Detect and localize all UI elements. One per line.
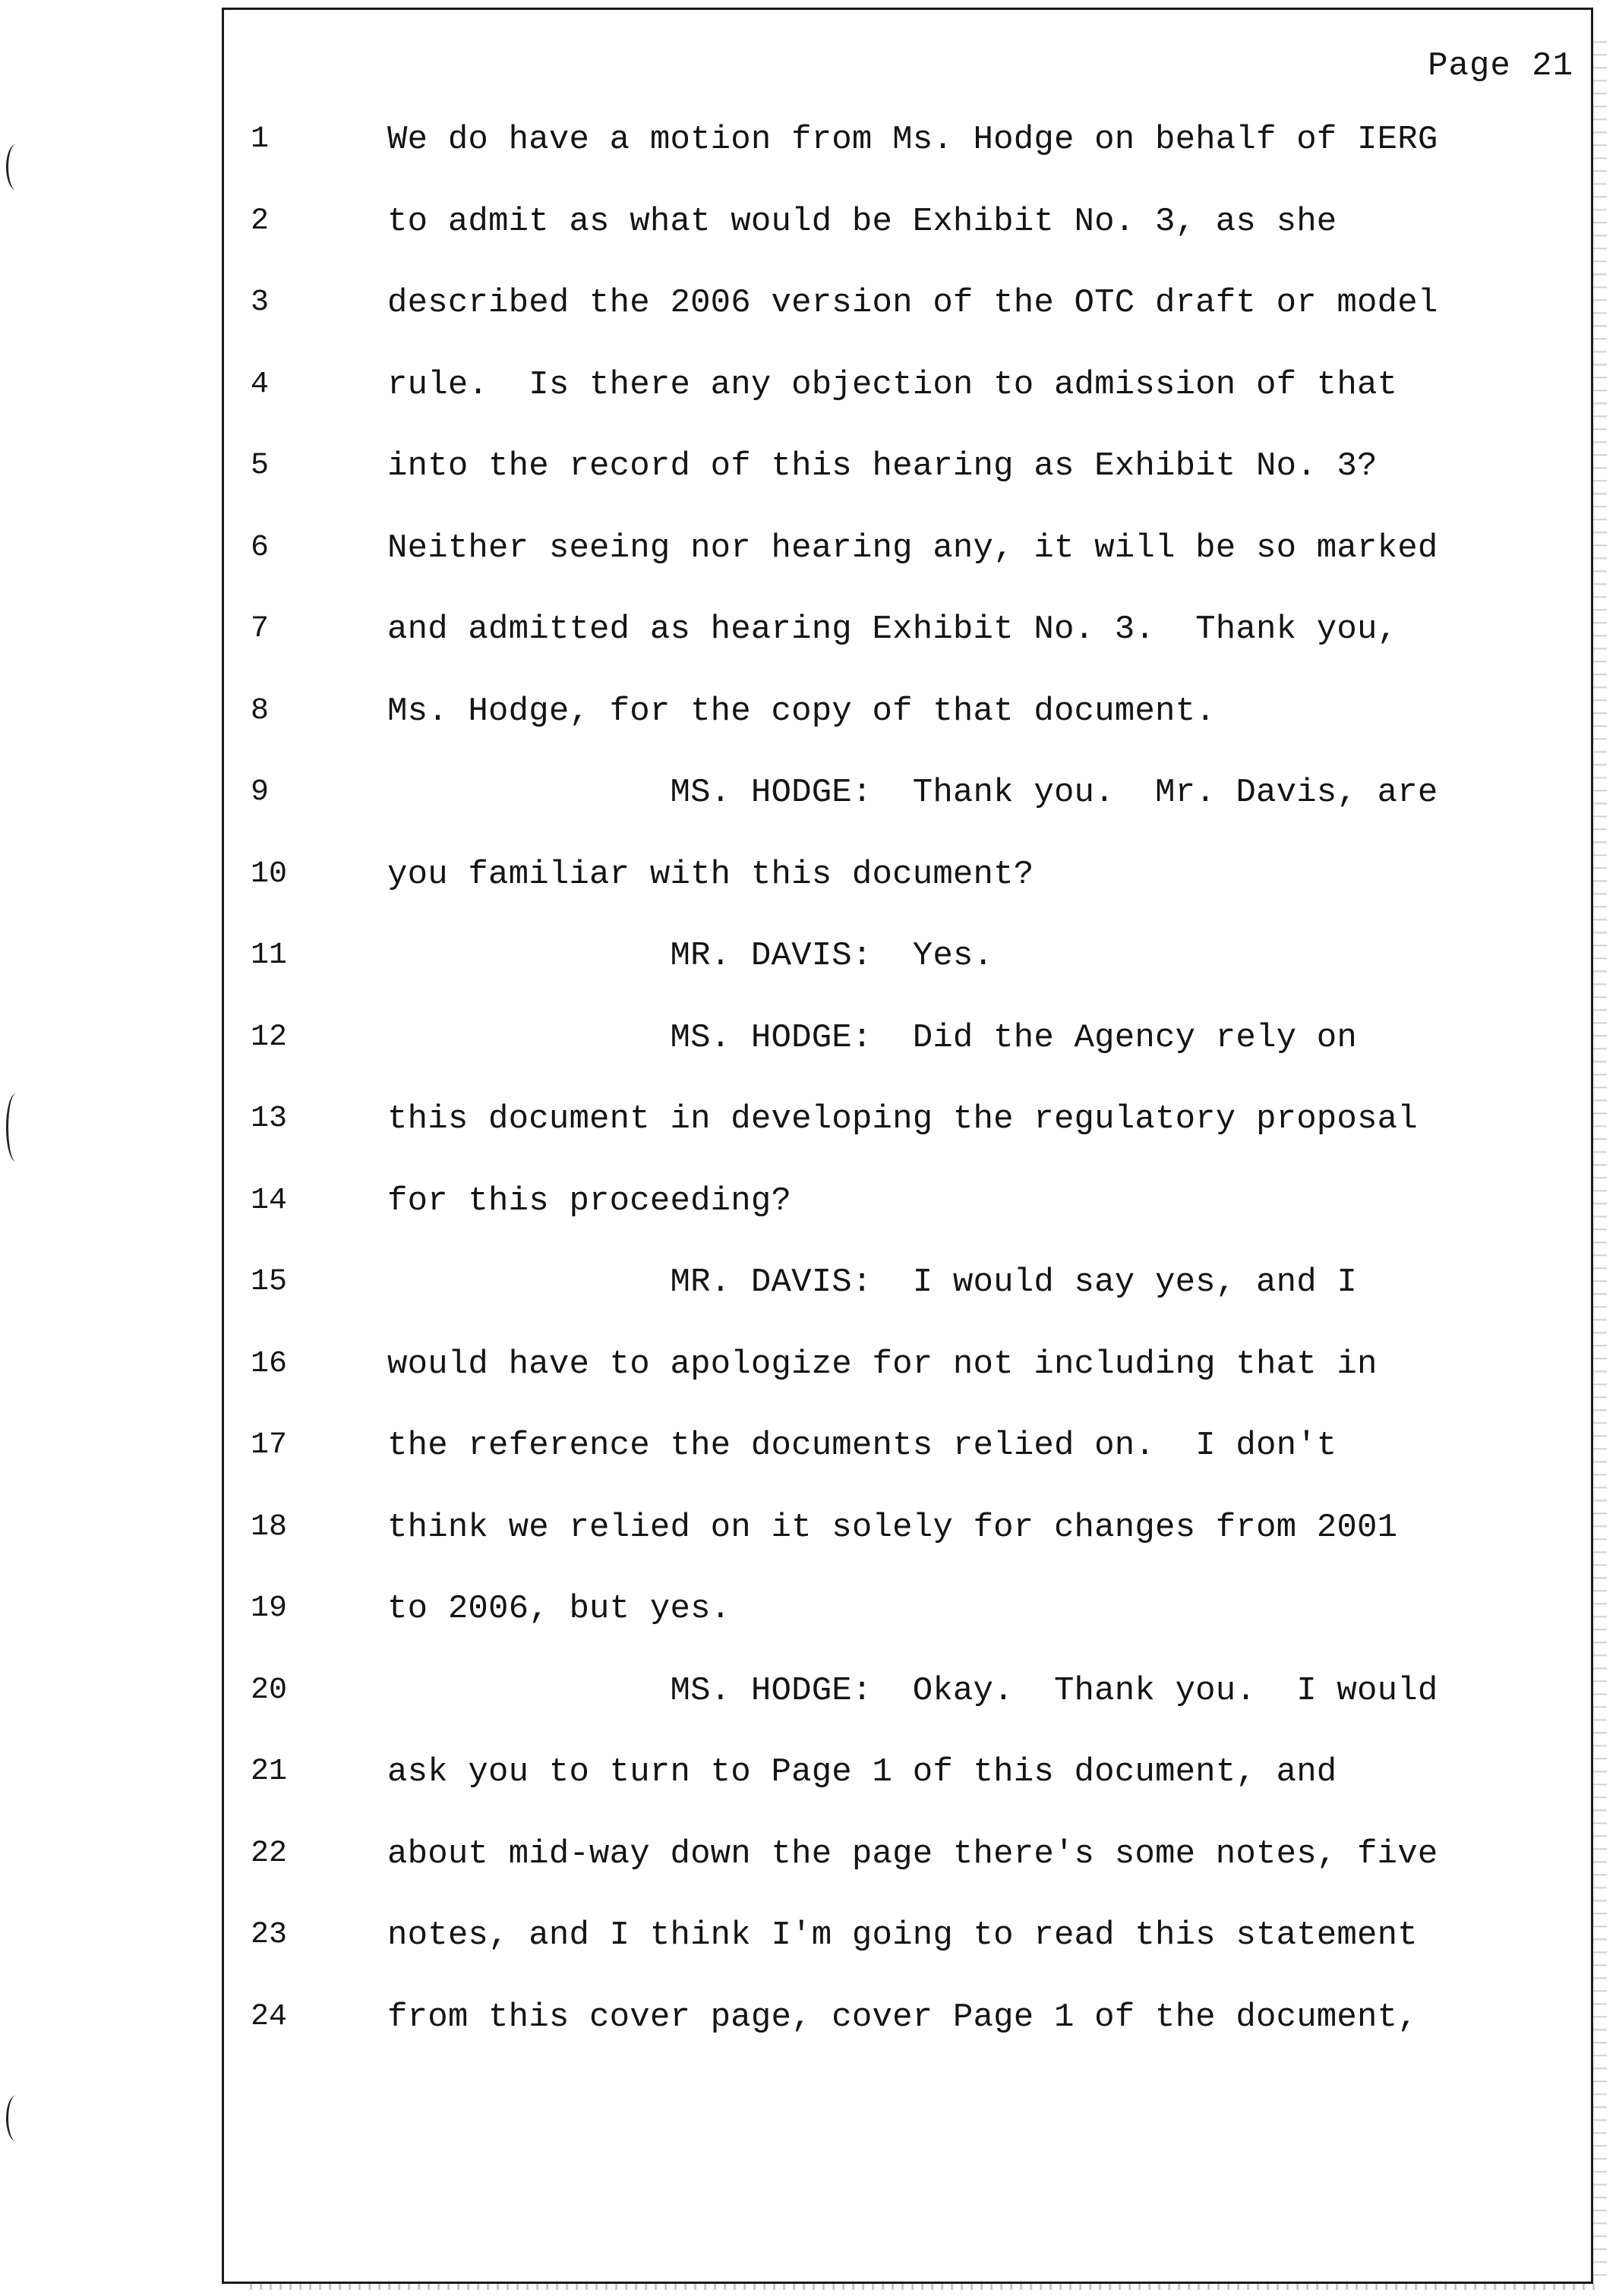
line-text: Neither seeing nor hearing any, it will be so marked <box>387 528 1438 567</box>
line-text: you familiar with this document? <box>387 855 1034 894</box>
transcript-line <box>0 852 1616 897</box>
line-number: 24 <box>251 1999 288 2034</box>
line-number: 3 <box>251 285 270 320</box>
line-number: 20 <box>251 1673 288 1708</box>
transcript-line <box>0 689 1616 734</box>
line-number: 13 <box>251 1102 288 1136</box>
transcript-line <box>0 1260 1616 1305</box>
transcript-line <box>0 117 1616 162</box>
scan-edge-noise-bottom <box>243 2284 1595 2290</box>
line-number: 2 <box>251 203 270 238</box>
transcript-line <box>0 1015 1616 1061</box>
line-number: 7 <box>251 612 270 646</box>
line-number: 22 <box>251 1836 288 1871</box>
line-number: 1 <box>251 122 270 156</box>
transcript-line <box>0 1995 1616 2040</box>
line-text: MS. HODGE: Thank you. Mr. Davis, are <box>387 774 1438 812</box>
line-text: this document in developing the regulatory proposal <box>387 1100 1418 1138</box>
line-number: 15 <box>251 1265 288 1299</box>
transcript-line <box>0 1096 1616 1142</box>
line-text: to 2006, but yes. <box>387 1590 731 1628</box>
line-number: 19 <box>251 1591 288 1626</box>
line-text: described the 2006 version of the OTC draft or model <box>387 284 1438 322</box>
transcript-line <box>0 280 1616 326</box>
line-text: the reference the documents relied on. I don't <box>387 1427 1337 1465</box>
transcript-line <box>0 443 1616 489</box>
line-number: 9 <box>251 775 270 809</box>
transcript-line <box>0 607 1616 652</box>
line-number: 11 <box>251 938 288 973</box>
line-text: MS. HODGE: Okay. Thank you. I would <box>387 1671 1438 1710</box>
line-text: would have to apologize for not including that in <box>387 1345 1378 1383</box>
transcript-line <box>0 1913 1616 1958</box>
transcript-line <box>0 1831 1616 1877</box>
line-number: 5 <box>251 449 270 483</box>
line-number: 4 <box>251 367 270 402</box>
line-number: 21 <box>251 1755 288 1789</box>
line-number: 17 <box>251 1428 288 1462</box>
line-number: 8 <box>251 693 270 728</box>
transcript-line <box>0 933 1616 979</box>
line-text: rule. Is there any objection to admission of that <box>387 365 1398 404</box>
line-text: from this cover page, cover Page 1 of the document, <box>387 1998 1418 2036</box>
line-text: MS. HODGE: Did the Agency rely on <box>387 1018 1358 1057</box>
line-number: 23 <box>251 1918 288 1952</box>
line-text: and admitted as hearing Exhibit No. 3. Thank you, <box>387 610 1398 648</box>
page-number-header: Page 21 <box>1428 47 1573 85</box>
transcript-line <box>0 1342 1616 1387</box>
line-text: Ms. Hodge, for the copy of that document. <box>387 692 1216 730</box>
line-number: 10 <box>251 856 288 891</box>
line-text: MR. DAVIS: I would say yes, and I <box>387 1263 1358 1301</box>
line-number: 16 <box>251 1346 288 1381</box>
line-text: We do have a motion from Ms. Hodge on behalf of IERG <box>387 121 1438 159</box>
transcript-line <box>0 1505 1616 1550</box>
line-text: about mid-way down the page there's some notes, five <box>387 1834 1438 1873</box>
transcript-line <box>0 1586 1616 1632</box>
transcript-line <box>0 1749 1616 1795</box>
transcript-line <box>0 525 1616 571</box>
line-number: 14 <box>251 1183 288 1218</box>
line-text: notes, and I think I'm going to read this statement <box>387 1916 1418 1954</box>
line-text: think we relied on it solely for changes from 2001 <box>387 1508 1398 1547</box>
transcript-line <box>0 1423 1616 1468</box>
transcript-line <box>0 362 1616 408</box>
transcript-line <box>0 1178 1616 1224</box>
transcript-line <box>0 770 1616 815</box>
transcript-line <box>0 199 1616 244</box>
transcript-line <box>0 1668 1616 1714</box>
line-number: 18 <box>251 1509 288 1544</box>
line-text: into the record of this hearing as Exhibit No. 3? <box>387 447 1378 485</box>
line-text: MR. DAVIS: Yes. <box>387 937 994 975</box>
binder-punch-mark <box>6 2096 16 2141</box>
line-text: to admit as what would be Exhibit No. 3, as she <box>387 202 1337 241</box>
line-text: ask you to turn to Page 1 of this document, and <box>387 1753 1337 1791</box>
line-number: 6 <box>251 530 270 565</box>
line-number: 12 <box>251 1020 288 1055</box>
line-text: for this proceeding? <box>387 1181 792 1220</box>
